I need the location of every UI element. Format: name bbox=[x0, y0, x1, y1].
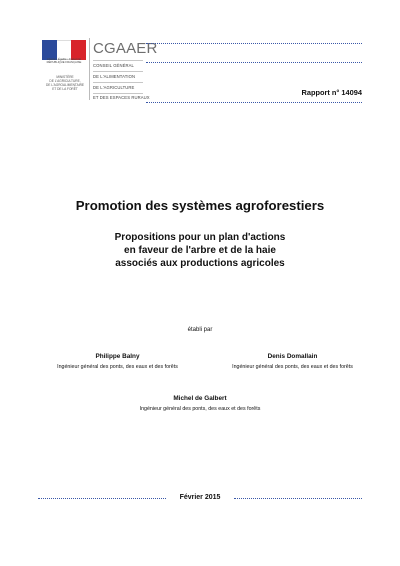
subtitle bbox=[0, 231, 400, 270]
subtitle-line: associés aux productions agricoles bbox=[115, 258, 285, 269]
established-by-label: établi par bbox=[187, 327, 213, 333]
author-block bbox=[30, 353, 205, 370]
report-number: Rapport n° 14094 bbox=[301, 88, 362, 97]
dotted-rule-bottom bbox=[146, 102, 362, 103]
cgaaer-line: CONSEIL GÉNÉRAL bbox=[93, 63, 134, 68]
dotted-rule-top bbox=[146, 43, 362, 44]
author-name: Michel de Galbert bbox=[173, 395, 227, 402]
author-block bbox=[110, 395, 290, 412]
cgaaer-line: DE L'ALIMENTATION bbox=[93, 74, 136, 79]
cgaaer-logo-text: CGAAER bbox=[93, 40, 158, 57]
cgaaer-rule bbox=[93, 93, 143, 94]
report-date: Février 2015 bbox=[179, 494, 221, 501]
cgaaer-rule bbox=[93, 71, 143, 72]
author-block bbox=[205, 353, 380, 370]
author-role: Ingénieur général des ponts, des eaux et des forêts bbox=[232, 364, 353, 370]
ministry-name: MINISTÈRE DE L'AGRICULTURE, DE L'AGROALIMENTAIRE ET DE LA FORÊT bbox=[45, 75, 85, 91]
page-title: Promotion des systèmes agroforestiers bbox=[75, 198, 325, 213]
subtitle-line: Propositions pour un plan d'actions bbox=[114, 232, 286, 243]
author-role: Ingénieur général des ponts, des eaux et des forêts bbox=[57, 364, 178, 370]
header-separator bbox=[89, 38, 90, 100]
cgaaer-rule bbox=[93, 82, 143, 83]
cgaaer-rule bbox=[93, 60, 143, 61]
subtitle-line: en faveur de l'arbre et de la haie bbox=[124, 245, 276, 256]
cgaaer-line: DE L'AGRICULTURE bbox=[93, 85, 135, 90]
cgaaer-line: ET DES ESPACES RURAUX bbox=[93, 95, 150, 100]
dotted-rule-middle bbox=[146, 62, 362, 63]
author-name: Philippe Balny bbox=[95, 353, 140, 360]
author-name: Denis Domallain bbox=[267, 353, 318, 360]
author-role: Ingénieur général des ponts, des eaux et des forêts bbox=[139, 406, 261, 412]
republic-motto: Liberté • Égalité • Fraternité RÉPUBLIQUE FRANÇAISE bbox=[46, 57, 82, 64]
